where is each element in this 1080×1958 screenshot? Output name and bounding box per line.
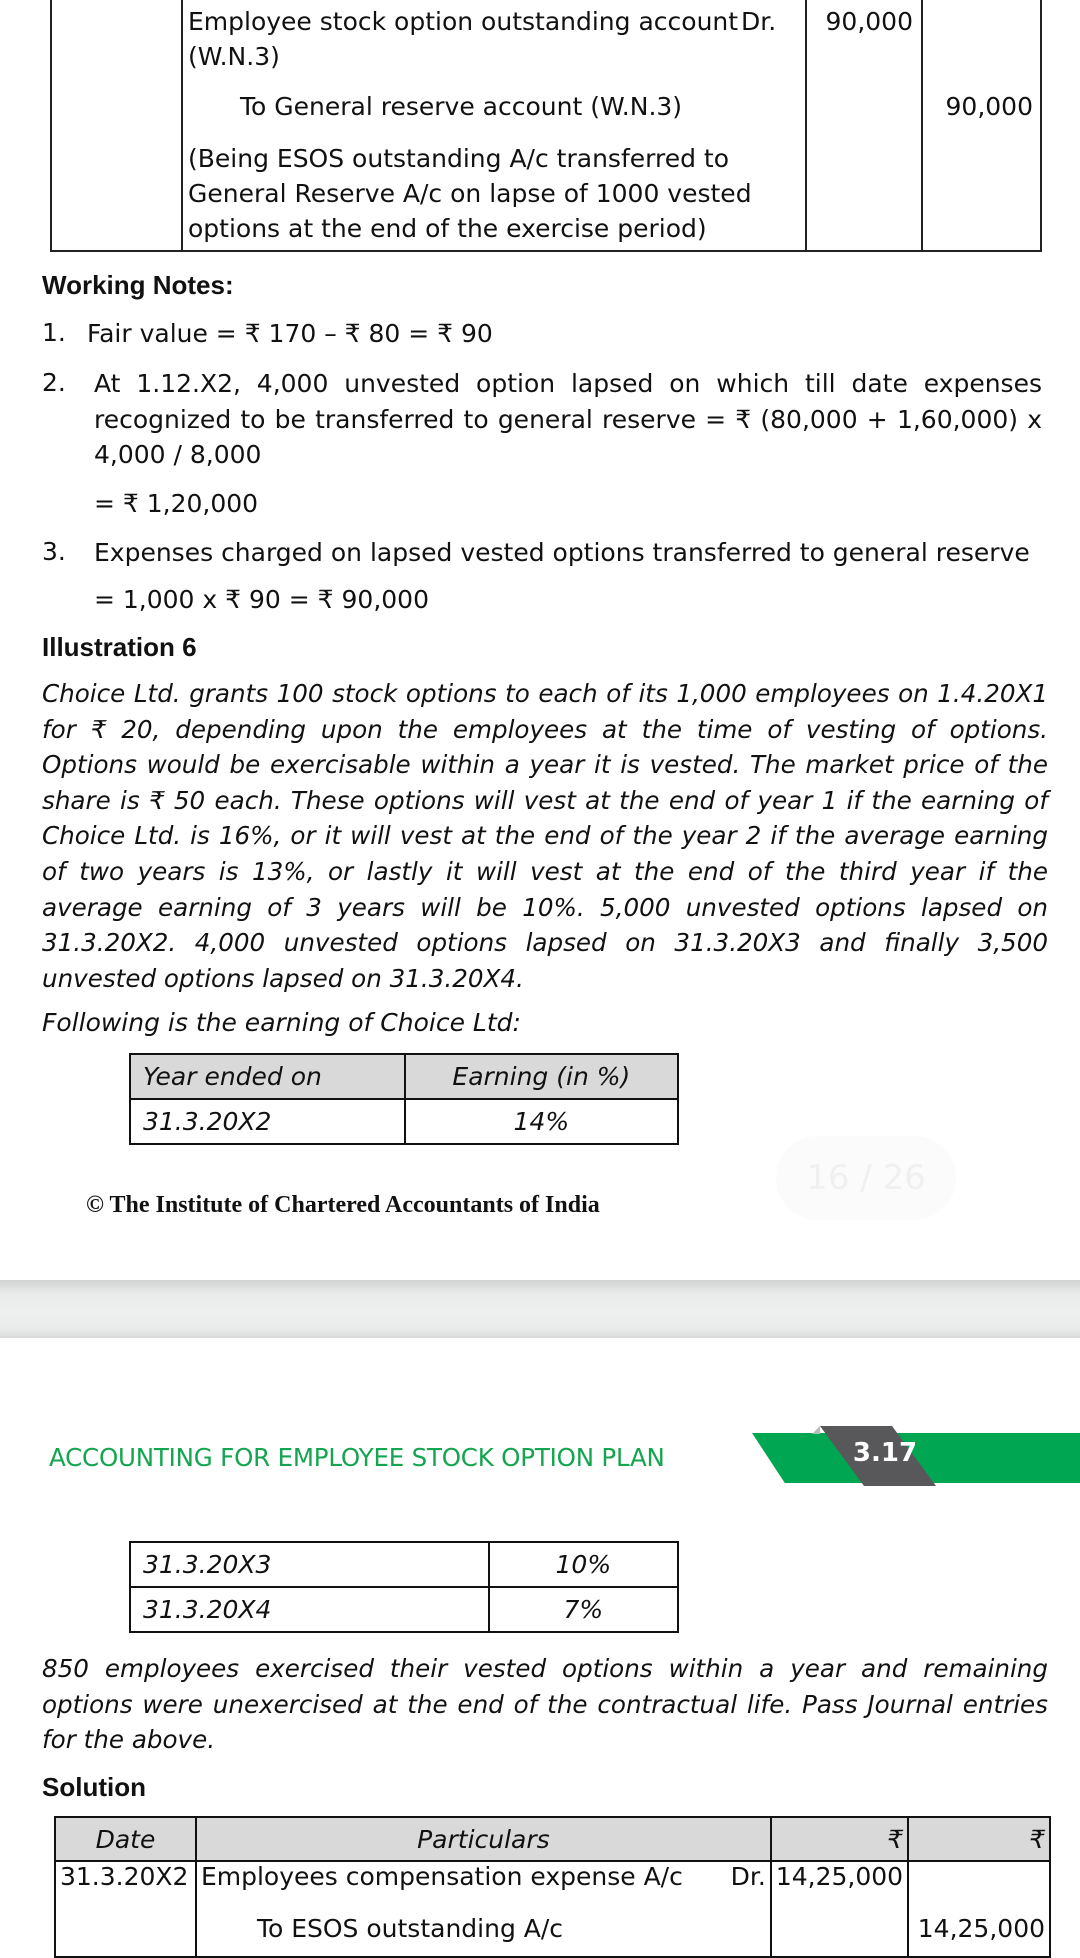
debit-amount: 90,000	[825, 7, 913, 36]
earning-table-continued	[129, 1541, 679, 1633]
table-row	[130, 1587, 678, 1632]
note-result: = ₹ 1,20,000	[94, 489, 259, 518]
particulars-text: Employees compensation expense A/c	[200, 1862, 683, 1891]
table-row	[55, 1914, 1050, 1957]
solution-heading: Solution	[42, 1772, 146, 1802]
copyright-footer: © The Institute of Chartered Accountants of India	[86, 1192, 600, 1218]
debit-ref: (W.N.3)	[188, 42, 280, 71]
journal-debit-particulars	[188, 4, 788, 39]
note-result: = 1,000 x ₹ 90 = ₹ 90,000	[94, 585, 429, 614]
particulars-cell	[196, 1861, 771, 1914]
column-divider	[181, 0, 183, 250]
earning-intro: Following is the earning of Choice Ltd:	[42, 1008, 521, 1037]
dr-label: Dr.	[741, 7, 777, 36]
note-text: At 1.12.X2, 4,000 unvested option lapsed on which till date expenses recognized to be transferred to general reserve = ₹ (80,000 + 1,60,000) x 4,000 / 8,000	[94, 369, 1042, 469]
note-number: 3.	[42, 537, 66, 566]
solution-table-header	[55, 1817, 1050, 1861]
dr-label: Dr.	[730, 1862, 766, 1891]
illustration-closing: 850 employees exercised their vested options within a year and remaining options were unexercised at the end of the contractual life. Pass Journal entries for the above.	[42, 1654, 1048, 1754]
debit-cell: 14,25,000	[771, 1861, 908, 1914]
working-notes-heading: Working Notes:	[42, 270, 234, 300]
debit-cell	[771, 1914, 908, 1957]
header-credit: ₹	[908, 1817, 1050, 1861]
page-number: 3.17	[852, 1438, 918, 1468]
date-cell	[55, 1914, 196, 1957]
header-earning: Earning (in %)	[405, 1054, 678, 1099]
earning-cell: 14%	[405, 1099, 678, 1144]
narration-line: options at the end of the exercise period)	[188, 214, 707, 243]
note-number: 1.	[42, 318, 66, 347]
chapter-title: ACCOUNTING FOR EMPLOYEE STOCK OPTION PLAN	[49, 1443, 665, 1472]
table-row	[130, 1542, 678, 1587]
particulars-cell: To ESOS outstanding A/c	[196, 1914, 771, 1957]
earning-cell: 7%	[489, 1587, 678, 1632]
illustration-body: Choice Ltd. grants 100 stock options to each of its 1,000 employees on 1.4.20X1 for ₹ 20, depending upon the employees at the time of vesting of options. Options would be exercisable within a year it is vested. The market price of the share is ₹ 50 each. These options will vest at the end of year 1 if the earning of Choice Ltd. is 16%, or it will vest at the end of the year 2 if the average earning of two years is 13%, or lastly it will vest at the end of the third year if the average earning of 3 years will be 10%. 5,000 unvested options lapsed on 31.3.20X2. 4,000 unvested options lapsed on 31.3.20X3 and finally 3,500 unvested options lapsed on 31.3.20X4.	[42, 679, 1048, 993]
narration-line: (Being ESOS outstanding A/c transferred to	[188, 144, 729, 173]
earning-table-header	[130, 1054, 678, 1099]
note-number: 2.	[42, 368, 66, 397]
earning-cell: 10%	[489, 1542, 678, 1587]
year-cell: 31.3.20X2	[130, 1099, 405, 1144]
credit-particulars: To General reserve account (W.N.3)	[240, 92, 683, 121]
table-row	[130, 1099, 678, 1144]
illustration-heading: Illustration 6	[42, 632, 197, 662]
page-indicator: 16 / 26	[776, 1136, 956, 1220]
note-text: Expenses charged on lapsed vested options transferred to general reserve	[94, 538, 1030, 567]
year-cell: 31.3.20X3	[130, 1542, 489, 1587]
credit-cell	[908, 1861, 1050, 1914]
note-text: Fair value = ₹ 170 – ₹ 80 = ₹ 90	[87, 319, 493, 348]
narration-line: General Reserve A/c on lapse of 1000 vested	[188, 179, 752, 208]
date-cell: 31.3.20X2	[55, 1861, 196, 1914]
header-debit: ₹	[771, 1817, 908, 1861]
header-particulars: Particulars	[196, 1817, 771, 1861]
credit-amount: 90,000	[945, 92, 1033, 121]
year-cell: 31.3.20X4	[130, 1587, 489, 1632]
page-separator	[0, 1280, 1080, 1338]
header-year: Year ended on	[130, 1054, 405, 1099]
solution-journal-table	[54, 1816, 1051, 1958]
credit-cell: 14,25,000	[908, 1914, 1050, 1957]
earning-table	[129, 1053, 679, 1145]
debit-account-name: Employee stock option outstanding account	[188, 7, 739, 36]
header-date: Date	[55, 1817, 196, 1861]
column-divider	[921, 0, 923, 250]
table-row	[55, 1861, 1050, 1914]
